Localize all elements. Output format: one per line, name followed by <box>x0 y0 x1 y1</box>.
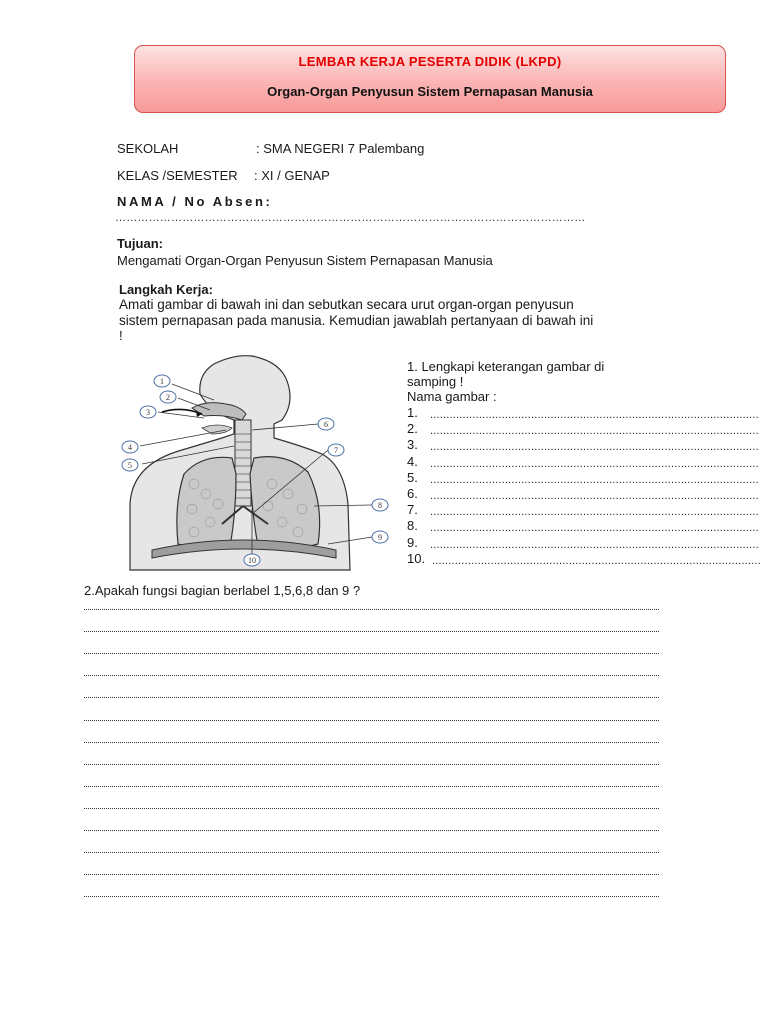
q2-answer-line[interactable] <box>84 896 659 897</box>
q1-item-answer-line[interactable]: ..................................................................................................... <box>430 506 759 519</box>
q1-item-answer-line[interactable]: ..................................................................................................... <box>432 554 761 567</box>
respiratory-system-diagram <box>122 354 394 570</box>
q1-item-answer-line[interactable]: ..................................................................................................... <box>430 425 759 438</box>
worksheet-title: LEMBAR KERJA PESERTA DIDIK (LKPD) <box>298 54 562 69</box>
q2-answer-line[interactable] <box>84 786 659 787</box>
goal-text: Mengamati Organ-Organ Penyusun Sistem Pernapasan Manusia <box>117 253 493 268</box>
name-line: ……………………………………………………………………………………………………………… <box>115 212 586 224</box>
diagram-label-4: 4 <box>128 443 132 452</box>
q2-answer-line[interactable] <box>84 830 659 831</box>
q1-item-number: 6. <box>407 486 418 501</box>
q1-item-answer-line[interactable]: ..................................................................................................... <box>430 538 759 551</box>
q2-answer-line[interactable] <box>84 852 659 853</box>
q1-item-answer-line[interactable]: ..................................................................................................... <box>430 457 759 470</box>
worksheet-header <box>134 45 726 113</box>
q2-answer-line[interactable] <box>84 609 659 610</box>
q2-answer-line[interactable] <box>84 675 659 676</box>
diagram-label-3: 3 <box>146 408 150 417</box>
diagram-label-5: 5 <box>128 461 132 470</box>
q1-item-answer-line[interactable]: ..................................................................................................... <box>430 441 759 454</box>
q1-item-answer-line[interactable]: ..................................................................................................... <box>430 522 759 535</box>
q2-answer-line[interactable] <box>84 874 659 875</box>
q1-item-number: 2. <box>407 421 418 437</box>
q1-item-answer-line[interactable]: ..................................................................................................... <box>430 490 759 502</box>
q2-answer-line[interactable] <box>84 764 659 765</box>
q2-answer-line[interactable] <box>84 697 659 698</box>
q1-item-answer-line[interactable]: ..................................................................................................... <box>430 409 759 421</box>
class-label: KELAS /SEMESTER <box>117 168 238 183</box>
diagram-label-8: 8 <box>378 501 382 510</box>
diagram-label-10: 10 <box>248 556 256 565</box>
q1-item-number: 1. <box>407 405 418 420</box>
class-value: : XI / GENAP <box>254 168 330 183</box>
diagram-label-1: 1 <box>160 377 164 386</box>
q1-item-number: 8. <box>407 518 418 534</box>
diagram-label-6: 6 <box>324 420 328 429</box>
goal-heading: Tujuan: <box>117 236 163 251</box>
q2-answer-line[interactable] <box>84 742 659 743</box>
q1-item-number: 5. <box>407 469 418 485</box>
q1-item-number: 10. <box>407 550 426 566</box>
steps-line-2: sistem pernapasan pada manusia. Kemudian jawablah pertanyaan di bawah ini <box>119 313 594 328</box>
q2-answer-line[interactable] <box>84 631 659 632</box>
diagram-label-7: 7 <box>334 446 338 455</box>
q1-prompt-line-2: samping ! <box>407 374 464 389</box>
diagram-label-9: 9 <box>378 533 382 542</box>
steps-heading: Langkah Kerja: <box>119 282 213 297</box>
q2-answer-line[interactable] <box>84 808 659 809</box>
q2-answer-line[interactable] <box>84 720 659 721</box>
q1-item-answer-line[interactable]: ..................................................................................................... <box>430 473 759 486</box>
q1-caption: Nama gambar : <box>407 389 497 404</box>
school-value: : SMA NEGERI 7 Palembang <box>256 141 425 156</box>
q1-item-number: 7. <box>407 502 418 518</box>
q1-item-number: 4. <box>407 453 418 469</box>
steps-line-1: Amati gambar di bawah ini dan sebutkan secara urut organ-organ penyusun <box>119 297 574 312</box>
q1-item-number: 9. <box>407 534 418 550</box>
q1-prompt-line-1: 1. Lengkapi keterangan gambar di <box>407 359 605 374</box>
q2-prompt: 2.Apakah fungsi bagian berlabel 1,5,6,8 dan 9 ? <box>84 583 361 598</box>
school-label: SEKOLAH <box>117 141 179 156</box>
name-label: NAMA / No Absen: <box>117 194 273 209</box>
worksheet-subtitle: Organ-Organ Penyusun Sistem Pernapasan Manusia <box>267 84 593 99</box>
q1-item-number: 3. <box>407 437 418 453</box>
q2-answer-line[interactable] <box>84 653 659 654</box>
diagram-label-2: 2 <box>166 393 170 402</box>
steps-line-3: ! <box>119 328 123 343</box>
